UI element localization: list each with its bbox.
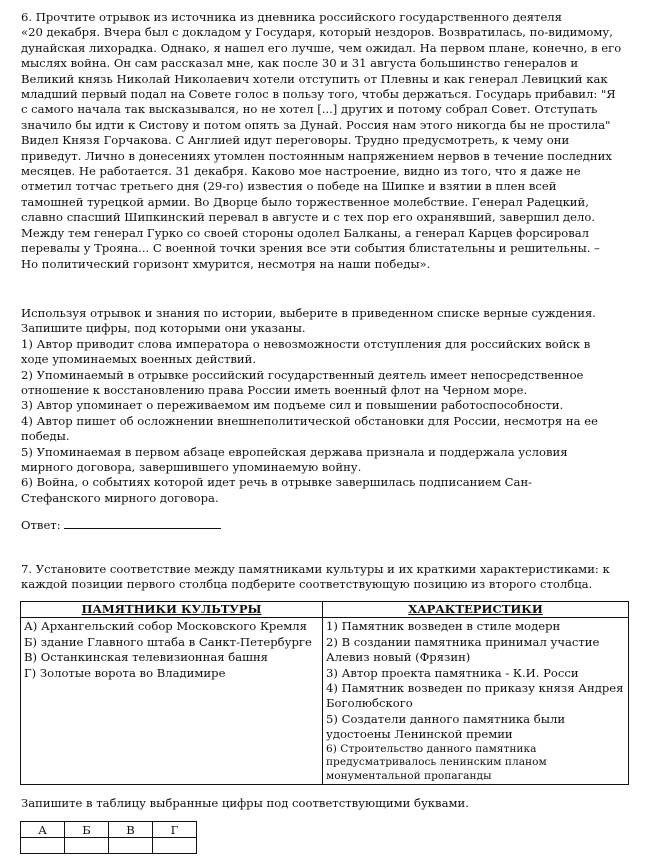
question-7-task: 7. Установите соответствие между памятниками культуры и их краткими характеристиками: к каждой позиции первого столбца подберите соответствующую позицию из второго столбца. xyxy=(21,562,610,592)
characteristic-item: 2) В создании памятника принимал участие Алевиз новый (Фрязин) xyxy=(326,634,600,665)
table-instruction: Запишите в таблицу выбранные цифры под соответствующими буквами. xyxy=(21,796,469,810)
answer-cell[interactable] xyxy=(65,838,109,854)
monument-item: Б) здание Главного штаба в Санкт-Петербурге xyxy=(24,634,312,649)
answer-cell[interactable] xyxy=(153,838,197,854)
answer-cell[interactable] xyxy=(21,838,65,854)
header-monuments: ПАМЯТНИКИ КУЛЬТУРЫ xyxy=(21,602,323,618)
answer-letter: Г xyxy=(153,822,197,838)
monument-item: В) Останкинская телевизионная башня xyxy=(24,650,268,665)
question-6-source-text: 6. Прочтите отрывок из источника из дневника российского государственного деятеля «20 декабря. Вчера был с докладом у Государя, который нездоров. Возвратилась, по-видимому, дунайская лихорадка. Однако, я нашел его лучше, чем ожидал. На первом плане, конечно, в его мыслях война. Он сам рассказал мне, как после 30 и 31 августа большинство генералов и Великий князь Николай Николаевич хотели отступить от Плевны и как генерал Левицкий как младший первый подал на Совете голос в пользу того, чтобы держаться. Государь прибавил: "Я с самого начала так высказывался, но не хотел [...] других и потому собрал Совет. Отступать значило бы идти к Систову и потом опять за Дунай. Россия нам этого никогда бы не простила" Видел Князя Горчакова. С Англией идут переговоры. Трудно предусмотреть, к чему они приведут. Лично в донесениях утомлен постоянным напряжением нервов в течение последних месяцев. Не работается. 31 декабря. Каково мое настроение, видно из того, что я даже не отметил тотчас третьего дня (29-го) известия о победе на Шипке и взятии в плен всей тамошней турецкой армии. Во Дворце было торжественное молебствие. Генерал Радецкий, славно спасший Шипкинский перевал в августе и с тех пор его охранявший, завершил дело. Между тем генерал Гурко со своей стороны одолел Балканы, а генерал Карцев форсировал перевалы у Трояна... С военной точки зрения все эти события блистательны и решительны. – Но политический горизонт хмурится, несмотря на наши победы». xyxy=(21,10,622,271)
header-characteristics: ХАРАКТЕРИСТИКИ xyxy=(323,602,629,618)
answer-letter: Б xyxy=(65,822,109,838)
answer-grid xyxy=(20,821,197,854)
answer-letter: А xyxy=(21,822,65,838)
matching-table xyxy=(20,601,629,785)
monument-item: Г) Золотые ворота во Владимире xyxy=(24,665,226,680)
characteristic-item: 4) Памятник возведен по приказу князя Андрея Боголюбского xyxy=(326,681,624,711)
characteristic-item: 3) Автор проекта памятника - К.И. Росси xyxy=(326,665,579,680)
answer-line[interactable] xyxy=(64,518,221,529)
answer-label: Ответ: xyxy=(21,518,65,532)
answer-cell[interactable] xyxy=(109,838,153,854)
monuments-column xyxy=(21,618,323,785)
characteristics-column xyxy=(323,618,629,785)
characteristic-item: 5) Создатели данного памятника были удостоены Ленинской премии xyxy=(326,711,566,742)
answer-letter: В xyxy=(109,822,153,838)
monument-item: А) Архангельский собор Московского Кремля xyxy=(24,619,307,634)
question-6-answer xyxy=(21,518,628,533)
question-6-task: Используя отрывок и знания по истории, выберите в приведенном списке верные суждения. Запишите цифры, под которыми они указаны. 1) Автор приводит слова императора о невозможности отступления для российских войск в ходе упоминаемых военных действий. 2) Упоминаемый в отрывке российский государственный деятель имеет непосредственное отношение к восстановлению права России иметь военный флот на Черном море. 3) Автор упоминает о переживаемом им подъеме сил и повышении работоспособности. 4) Автор пишет об осложнении внешнеполитической обстановки для России, несмотря на ее победы. 5) Упоминаемая в первом абзаце европейская держава признала и поддержала условия мирного договора, завершившего упоминаемую войну. 6) Война, о событиях которой идет речь в отрывке завершилась подписанием Сан- Стефанского мирного договора. xyxy=(21,306,598,505)
characteristic-item: 6) Строительство данного памятника предусматривалось ленинским планом монументальной пропаганды xyxy=(326,742,547,782)
characteristic-item: 1) Памятник возведен в стиле модерн xyxy=(326,619,561,634)
